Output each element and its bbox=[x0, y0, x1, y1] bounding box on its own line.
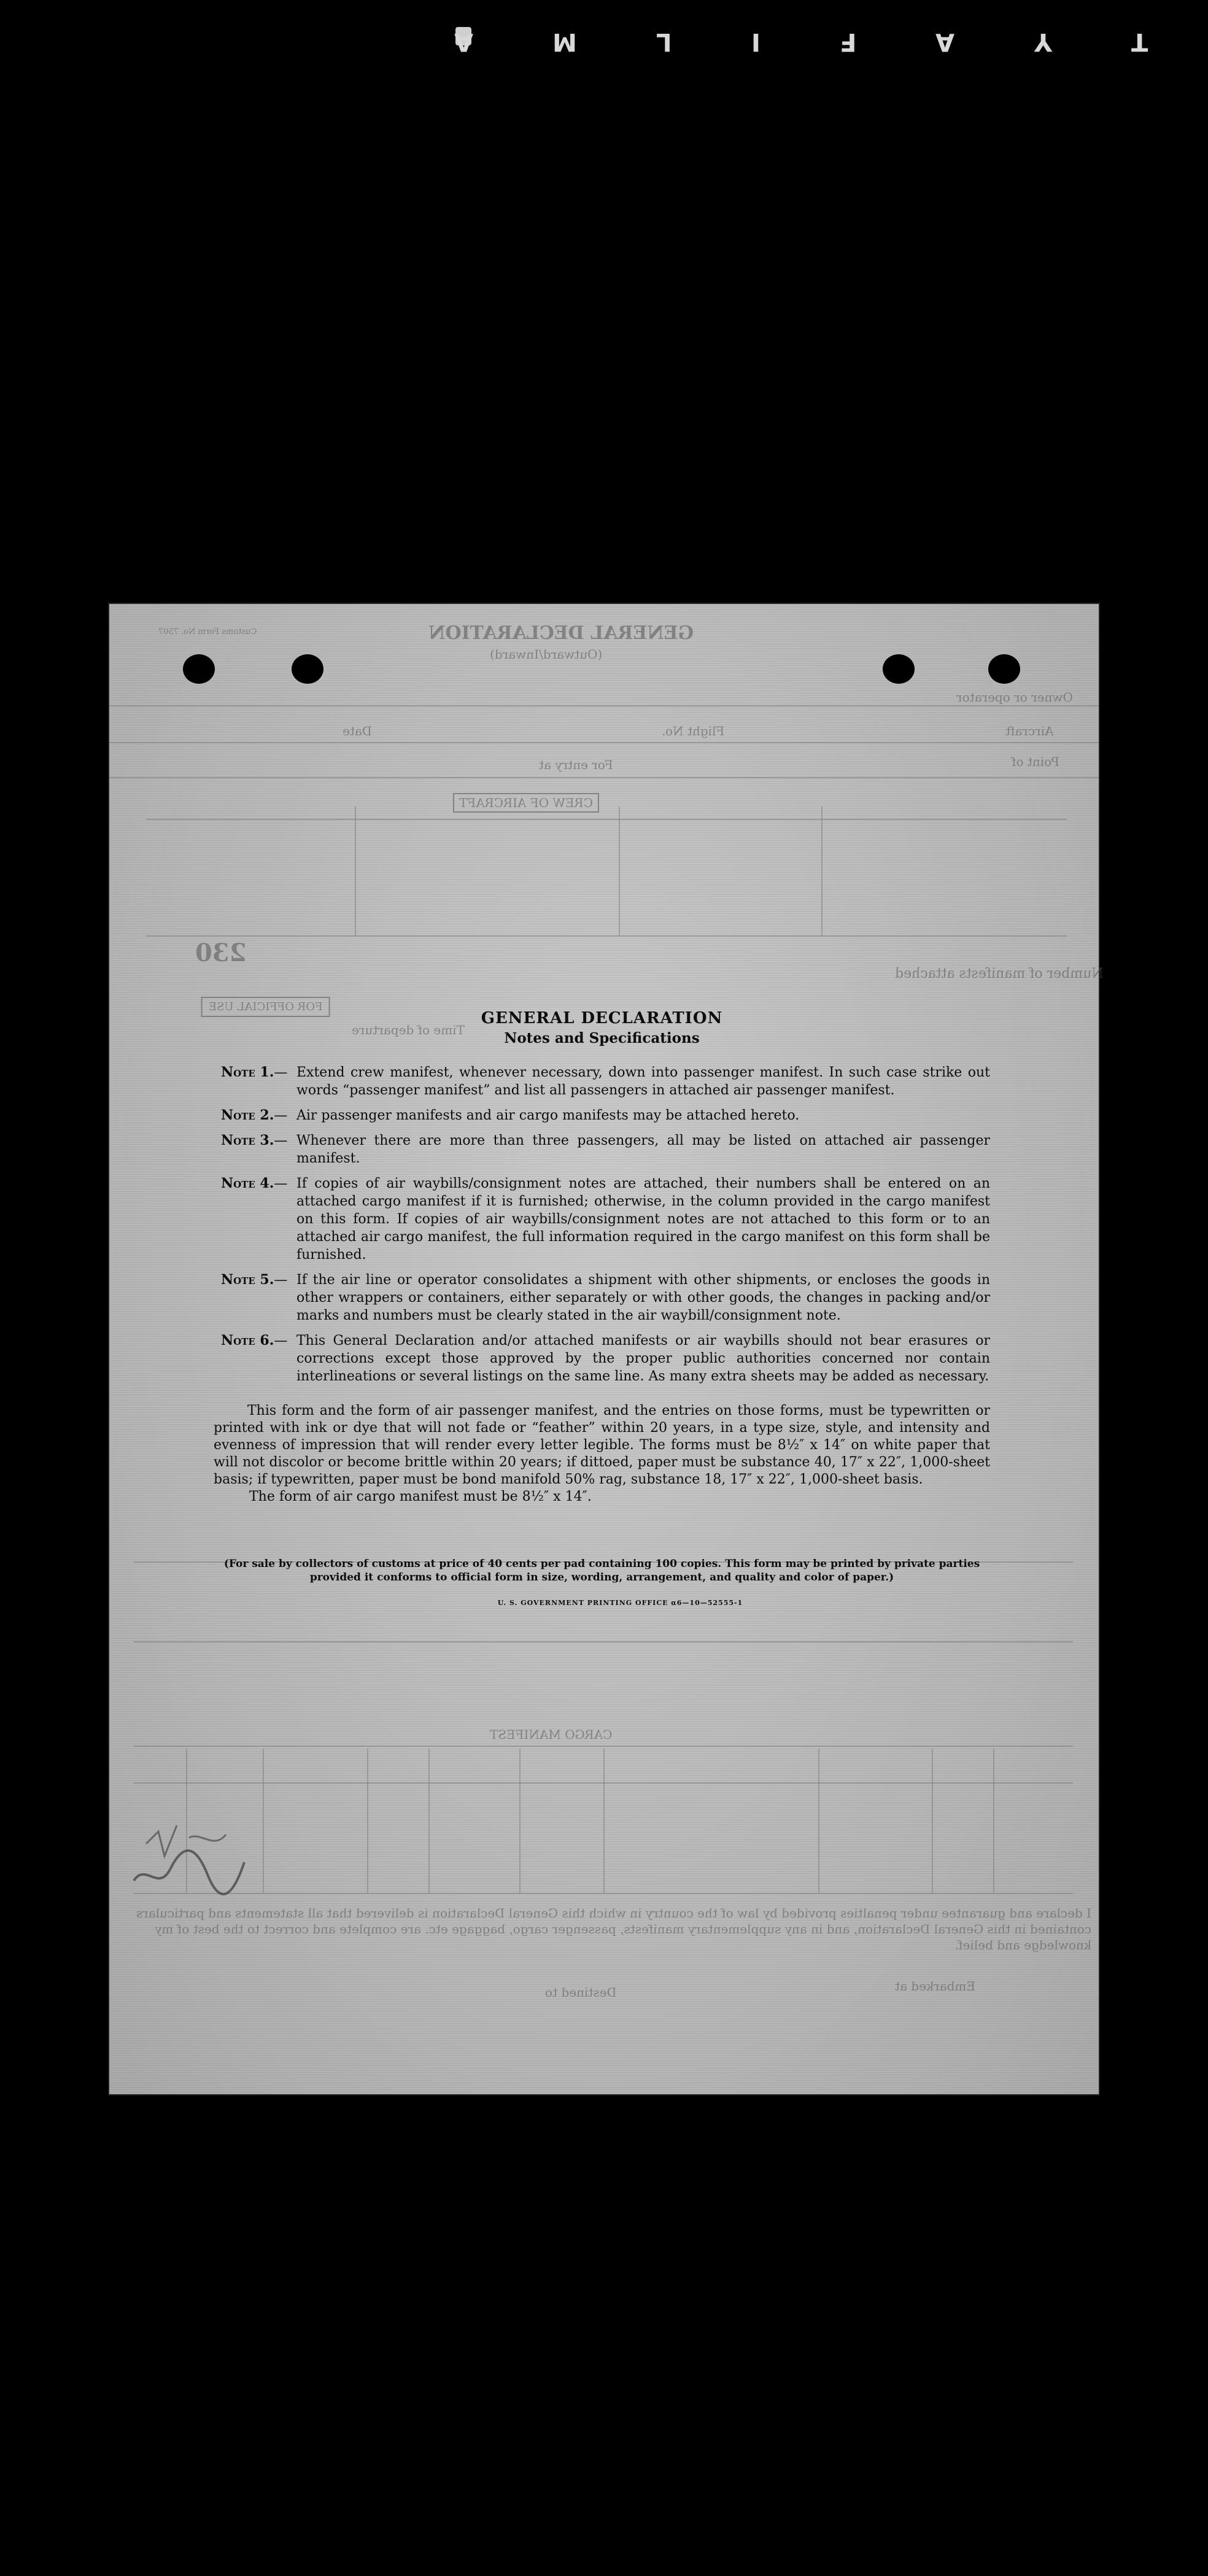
film-letter: I bbox=[751, 28, 761, 56]
ghost-point-of: Point of bbox=[1012, 754, 1059, 769]
ghost-destined: Destined to bbox=[545, 1985, 617, 2000]
ghost-col-line bbox=[993, 1749, 994, 1893]
ghost-rule bbox=[134, 1641, 1073, 1642]
film-letter: A bbox=[935, 28, 955, 56]
ghost-header-sub: (Outward/Inward) bbox=[490, 647, 603, 662]
ghost-col-line bbox=[519, 1749, 521, 1893]
film-letter: L bbox=[656, 28, 672, 56]
note-label: Note 2. bbox=[221, 1107, 274, 1123]
document-title: GENERAL DECLARATION bbox=[481, 1009, 723, 1027]
note-text: If the air line or operator consolidates a shipment with other shipments, or encloses the goods in other wrappers or containers, either separately or with other goods, the changes in packing and/or marks and numbers must be clearly stated in the air waybill/consignment note. bbox=[296, 1272, 990, 1323]
punch-hole bbox=[883, 654, 915, 684]
note-6: Note 6.— This General Declaration and/or attached manifests or air waybills should not bear erasures or corrections except those approved by the proper public authorities concerned nor contain interlineations or several listings on the same line. As many extra sheets may be added as necessary. bbox=[221, 1332, 990, 1384]
ghost-number-230: 230 bbox=[195, 938, 247, 967]
ghost-cargo-manifest: CARGO MANIFEST bbox=[490, 1727, 613, 1742]
punch-hole bbox=[183, 654, 215, 684]
punch-hole bbox=[292, 654, 323, 684]
ghost-rule bbox=[134, 1893, 1073, 1894]
cargo-manifest-size: The form of air cargo manifest must be 8½″ x 14″. bbox=[249, 1489, 592, 1504]
note-text: Extend crew manifest, whenever necessary, down into passenger manifest. In such case strike out words “passenger manifest” and list all passengers in attached air passenger manifest. bbox=[296, 1065, 990, 1098]
ghost-col-line bbox=[932, 1749, 933, 1893]
document-subtitle: Notes and Specifications bbox=[504, 1030, 700, 1046]
ghost-col-line bbox=[355, 806, 356, 935]
film-letter: A bbox=[454, 28, 473, 56]
ghost-col-line bbox=[818, 1749, 819, 1893]
note-label: Note 1. bbox=[221, 1064, 274, 1080]
ghost-rule bbox=[109, 742, 1099, 743]
printing-office-imprint: U. S. GOVERNMENT PRINTING OFFICE α6—10—52555-1 bbox=[497, 1599, 743, 1607]
note-5: Note 5.— If the air line or operator consolidates a shipment with other shipments, or encloses the goods in other wrappers or containers, either separately or with other goods, the changes in packing and/or marks and numbers must be clearly stated in the air waybill/consignment note. bbox=[221, 1272, 990, 1323]
film-letter: T bbox=[1131, 28, 1148, 56]
ghost-rule bbox=[109, 705, 1099, 706]
ghost-rule bbox=[146, 935, 1067, 937]
ghost-col-line bbox=[821, 806, 823, 935]
note-2: Note 2.— Air passenger manifests and air cargo manifests may be attached hereto. bbox=[214, 1107, 990, 1124]
film-letter: M bbox=[552, 28, 577, 56]
notes-and-specifications bbox=[214, 1009, 990, 1607]
film-header bbox=[454, 23, 1148, 60]
ghost-embarked: Embarked at bbox=[895, 1979, 975, 1994]
ghost-rule bbox=[146, 819, 1067, 820]
ghost-flight-no: Flight No. bbox=[662, 724, 725, 738]
note-text: Whenever there are more than three passengers, all may be listed on attached air passenger manifest. bbox=[296, 1133, 990, 1166]
ghost-header-title: GENERAL DECLARATION bbox=[428, 622, 694, 644]
ghost-time-departure: Time of departure bbox=[352, 1023, 465, 1037]
ghost-official-use: FOR OFFICIAL USE bbox=[201, 997, 330, 1017]
note-3: Note 3.— Whenever there are more than three passengers, all may be listed on attached air passenger manifest. bbox=[221, 1132, 990, 1166]
note-4: Note 4.— If copies of air waybills/consignment notes are attached, their numbers shall be entered on an attached cargo manifest if it is furnished; otherwise, in the column provided in the cargo manifest on this form. If copies of air waybills/consignment notes are not attached to this form or to an attached air cargo manifest, the full information required in the cargo manifest on this form shall be furnished. bbox=[221, 1175, 990, 1263]
ghost-rule bbox=[134, 1746, 1073, 1747]
handwritten-mark bbox=[122, 1807, 257, 1911]
note-label: Note 4. bbox=[221, 1175, 274, 1191]
ghost-number-manifests: Number of manifests attached bbox=[895, 966, 1104, 981]
note-label: Note 5. bbox=[221, 1272, 274, 1288]
ghost-rule bbox=[109, 777, 1099, 778]
ghost-date: Date bbox=[343, 724, 372, 738]
sale-note: (For sale by collectors of customs at price of 40 cents per pad containing 100 copies. This form may be printed by private parties provided it conforms to official form in size, wording, arrangement, and quality and color of paper.) bbox=[223, 1558, 980, 1584]
film-letter: Y bbox=[1034, 28, 1052, 56]
ghost-form-number: Customs Form No. 7507 bbox=[158, 627, 257, 636]
note-1: Note 1.— Extend crew manifest, whenever necessary, down into passenger manifest. In such case strike out words “passenger manifest” and list all passengers in attached air passenger manifest. bbox=[221, 1064, 990, 1098]
punch-hole bbox=[988, 654, 1020, 684]
ghost-entry-at: For entry at bbox=[539, 757, 613, 772]
specification-paragraph: This form and the form of air passenger manifest, and the entries on those forms, must be typewritten or printed with ink or dye that will not fade or “feather” within 20 years, in a type size, style, and intensity and evenness of impression that will render every letter legible. The forms must be 8½″ x 14″ on white paper that will not discolor or become brittle within 20 years; if dittoed, paper must be substance 40, 17″ x 22″, 1,000-sheet basis; if typewritten, paper must be bond manifold 50% rag, substance 18, 17″ x 22″, 1,000-sheet basis. bbox=[214, 1403, 990, 1487]
ghost-owner: Owner or operator bbox=[956, 690, 1073, 705]
film-letter: F bbox=[839, 28, 857, 56]
note-text: This General Declaration and/or attached manifests or air waybills should not bear erasures or corrections except those approved by the proper public authorities concerned nor contain interlineations or several listings on the same line. As many extra sheets may be added as necessary. bbox=[296, 1333, 990, 1384]
note-label: Note 3. bbox=[221, 1132, 274, 1148]
note-text: Air passenger manifests and air cargo manifests may be attached hereto. bbox=[296, 1108, 800, 1123]
ghost-col-line bbox=[428, 1749, 430, 1893]
ghost-aircraft: Aircraft bbox=[1005, 724, 1054, 738]
note-text: If copies of air waybills/consignment notes are attached, their numbers shall be entered on an attached cargo manifest if it is furnished; otherwise, in the column provided in the cargo manifest on this form. If copies of air waybills/consignment notes are not attached to this form or to an attached air cargo manifest, the full information required in the cargo manifest on this form shall be furnished. bbox=[296, 1176, 990, 1263]
ghost-col-line bbox=[619, 806, 620, 935]
ghost-declaration: I declare and guarantee under penalties provided by law of the country in which this General Declaration is delivered that all statements and particulars contained in this General Declaration, and in any supplementary manifests, passenger cargo, baggage etc. are complete and correct to the best of my knowledge and belief. bbox=[136, 1906, 1091, 1952]
ghost-col-line bbox=[263, 1749, 264, 1893]
note-label: Note 6. bbox=[221, 1332, 274, 1348]
ghost-crew: CREW OF AIRCRAFT bbox=[453, 793, 599, 813]
ghost-col-line bbox=[367, 1749, 368, 1893]
ghost-col-line bbox=[603, 1749, 605, 1893]
document-page bbox=[109, 604, 1104, 2094]
